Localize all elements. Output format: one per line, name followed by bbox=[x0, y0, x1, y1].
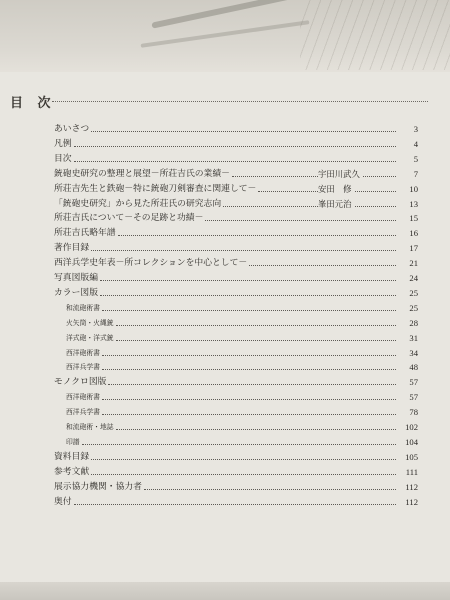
toc-entry-title: 「銃砲史研究」から見た所荘氏の研究志向 bbox=[54, 198, 222, 209]
toc-entry-title: 和流砲術・地誌 bbox=[66, 423, 114, 431]
toc-entry-page: 57 bbox=[409, 377, 418, 388]
toc-entry-page: 25 bbox=[409, 287, 418, 298]
toc-entry bbox=[0, 256, 450, 270]
toc-entry-page: 3 bbox=[413, 124, 418, 134]
toc-entry bbox=[0, 480, 450, 494]
dot-leader bbox=[100, 295, 396, 296]
toc-entry-title: 和流砲術書 bbox=[66, 303, 100, 312]
toc-entry-page: 28 bbox=[409, 317, 418, 328]
toc-entry-title: 西洋兵学書 bbox=[66, 408, 100, 417]
toc-entry-title: あいさつ bbox=[54, 124, 90, 134]
toc-entry-page: 25 bbox=[409, 302, 418, 313]
dot-leader bbox=[102, 399, 396, 400]
toc-entry-author: 峯田元治 bbox=[318, 198, 352, 209]
toc-entry-page: 7 bbox=[413, 168, 418, 179]
toc-entry-page: 112 bbox=[405, 496, 418, 507]
toc-entry bbox=[0, 271, 450, 285]
toc-entry-page: 111 bbox=[405, 466, 418, 477]
toc-entry-page: 24 bbox=[409, 273, 418, 283]
toc-subentry bbox=[0, 405, 450, 419]
dot-leader bbox=[102, 355, 396, 356]
toc-entry-title: 銃砲史研究の整理と展望－所荘吉氏の業績－ bbox=[54, 168, 230, 179]
dot-leader bbox=[91, 459, 396, 460]
dot-leader bbox=[102, 310, 396, 311]
toc-entry-title: 著作目録 bbox=[54, 243, 90, 254]
dot-leader bbox=[108, 384, 396, 385]
toc-entry bbox=[0, 122, 450, 136]
toc-entry-title: 西洋兵学書 bbox=[66, 363, 100, 372]
toc-entry-title: 目次 bbox=[54, 153, 72, 164]
toc-subentry bbox=[0, 346, 450, 360]
dot-leader bbox=[232, 176, 396, 177]
dot-leader bbox=[118, 235, 396, 236]
dot-leader bbox=[144, 489, 396, 490]
toc-entry-author: 安田 修 bbox=[318, 183, 352, 194]
toc-entry bbox=[0, 375, 450, 389]
toc-entry-title: 洋式砲・洋式銃 bbox=[66, 333, 114, 342]
toc-entry-page: 104 bbox=[405, 436, 418, 447]
toc-entry bbox=[0, 226, 450, 240]
dot-leader bbox=[116, 429, 396, 430]
toc-entry bbox=[0, 286, 450, 300]
toc-subentry bbox=[0, 316, 450, 330]
dot-leader bbox=[100, 280, 396, 281]
dot-leader bbox=[82, 444, 396, 445]
toc-entry-title: 火矢筒・火縄銃 bbox=[66, 318, 114, 327]
page-bottom-edge bbox=[0, 582, 450, 600]
toc-subentry bbox=[0, 360, 450, 374]
dot-leader bbox=[102, 414, 396, 415]
toc-subentry bbox=[0, 435, 450, 449]
toc-entry bbox=[0, 182, 450, 196]
toc-entry-title: モノクロ図版 bbox=[54, 377, 107, 388]
toc-entry-title: カラー図版 bbox=[54, 287, 98, 298]
toc-entry-page: 48 bbox=[409, 362, 418, 373]
toc-subentry bbox=[0, 301, 450, 315]
dot-leader bbox=[102, 369, 396, 370]
toc-entry bbox=[0, 211, 450, 225]
dot-leader bbox=[205, 220, 396, 221]
toc-entry-page: 34 bbox=[409, 347, 418, 358]
toc-entry-page: 5 bbox=[413, 153, 418, 164]
toc-entry-title: 資料目録 bbox=[54, 451, 90, 462]
toc-entry-page: 102 bbox=[405, 422, 418, 432]
toc-entry bbox=[0, 465, 450, 479]
toc-entry-page: 4 bbox=[413, 138, 418, 149]
toc-entry-title: 西洋砲術書 bbox=[66, 348, 100, 357]
toc-entry-title: 写真図版編 bbox=[54, 273, 98, 283]
toc-entry bbox=[0, 241, 450, 255]
toc-entry-title: 西洋砲術書 bbox=[66, 393, 100, 402]
toc-entry-title: 展示協力機関・協力者 bbox=[54, 481, 142, 492]
toc-entry-page: 31 bbox=[409, 332, 418, 343]
toc-entry bbox=[0, 197, 450, 211]
toc-entry-title: 所荘吉氏略年譜 bbox=[54, 228, 116, 239]
dot-leader bbox=[91, 250, 396, 251]
toc-entry-title: 所荘吉先生と鉄砲－特に銃砲刀剣審査に関連して－ bbox=[54, 183, 257, 194]
toc-entry-page: 112 bbox=[405, 481, 418, 492]
dot-leader bbox=[249, 265, 396, 266]
toc-entry bbox=[0, 137, 450, 151]
toc-subentry bbox=[0, 420, 450, 434]
toc-entry-page: 78 bbox=[409, 407, 418, 418]
dot-leader bbox=[74, 504, 396, 505]
toc-entry-page: 15 bbox=[409, 213, 418, 224]
toc-entry-page: 16 bbox=[409, 228, 418, 239]
dot-leader bbox=[223, 206, 396, 207]
toc-entry-title: 参考文献 bbox=[54, 466, 90, 477]
toc-entry-author: 宇田川武久 bbox=[318, 168, 360, 179]
toc-entry-page: 21 bbox=[409, 258, 418, 269]
toc-entry-title: 奥付 bbox=[54, 496, 72, 507]
toc-entry-title: 凡例 bbox=[54, 138, 72, 149]
toc-entry bbox=[0, 495, 450, 509]
dot-leader bbox=[74, 161, 396, 162]
toc-entry-title: 所荘吉氏について－その足跡と功績－ bbox=[54, 213, 204, 224]
toc-entry-page: 57 bbox=[409, 392, 418, 403]
dot-leader bbox=[91, 131, 396, 132]
dot-leader bbox=[116, 325, 396, 326]
toc-entry-page: 17 bbox=[409, 243, 418, 254]
toc-entry-title: 印譜 bbox=[66, 437, 80, 446]
toc-entry-title: 西洋兵学史年表－所コレクションを中心として－ bbox=[54, 258, 248, 269]
dot-leader bbox=[91, 474, 396, 475]
toc-subentry bbox=[0, 331, 450, 345]
toc-entry bbox=[0, 167, 450, 181]
dot-leader bbox=[116, 340, 396, 341]
toc-entry bbox=[0, 450, 450, 464]
toc-entry-page: 105 bbox=[405, 451, 418, 462]
toc-entry-page: 13 bbox=[409, 198, 418, 209]
toc-heading: 目 次 bbox=[10, 96, 56, 111]
dot-leader bbox=[74, 146, 396, 147]
toc-entry-page: 10 bbox=[409, 183, 418, 194]
toc-entry bbox=[0, 152, 450, 166]
toc-subentry bbox=[0, 390, 450, 404]
